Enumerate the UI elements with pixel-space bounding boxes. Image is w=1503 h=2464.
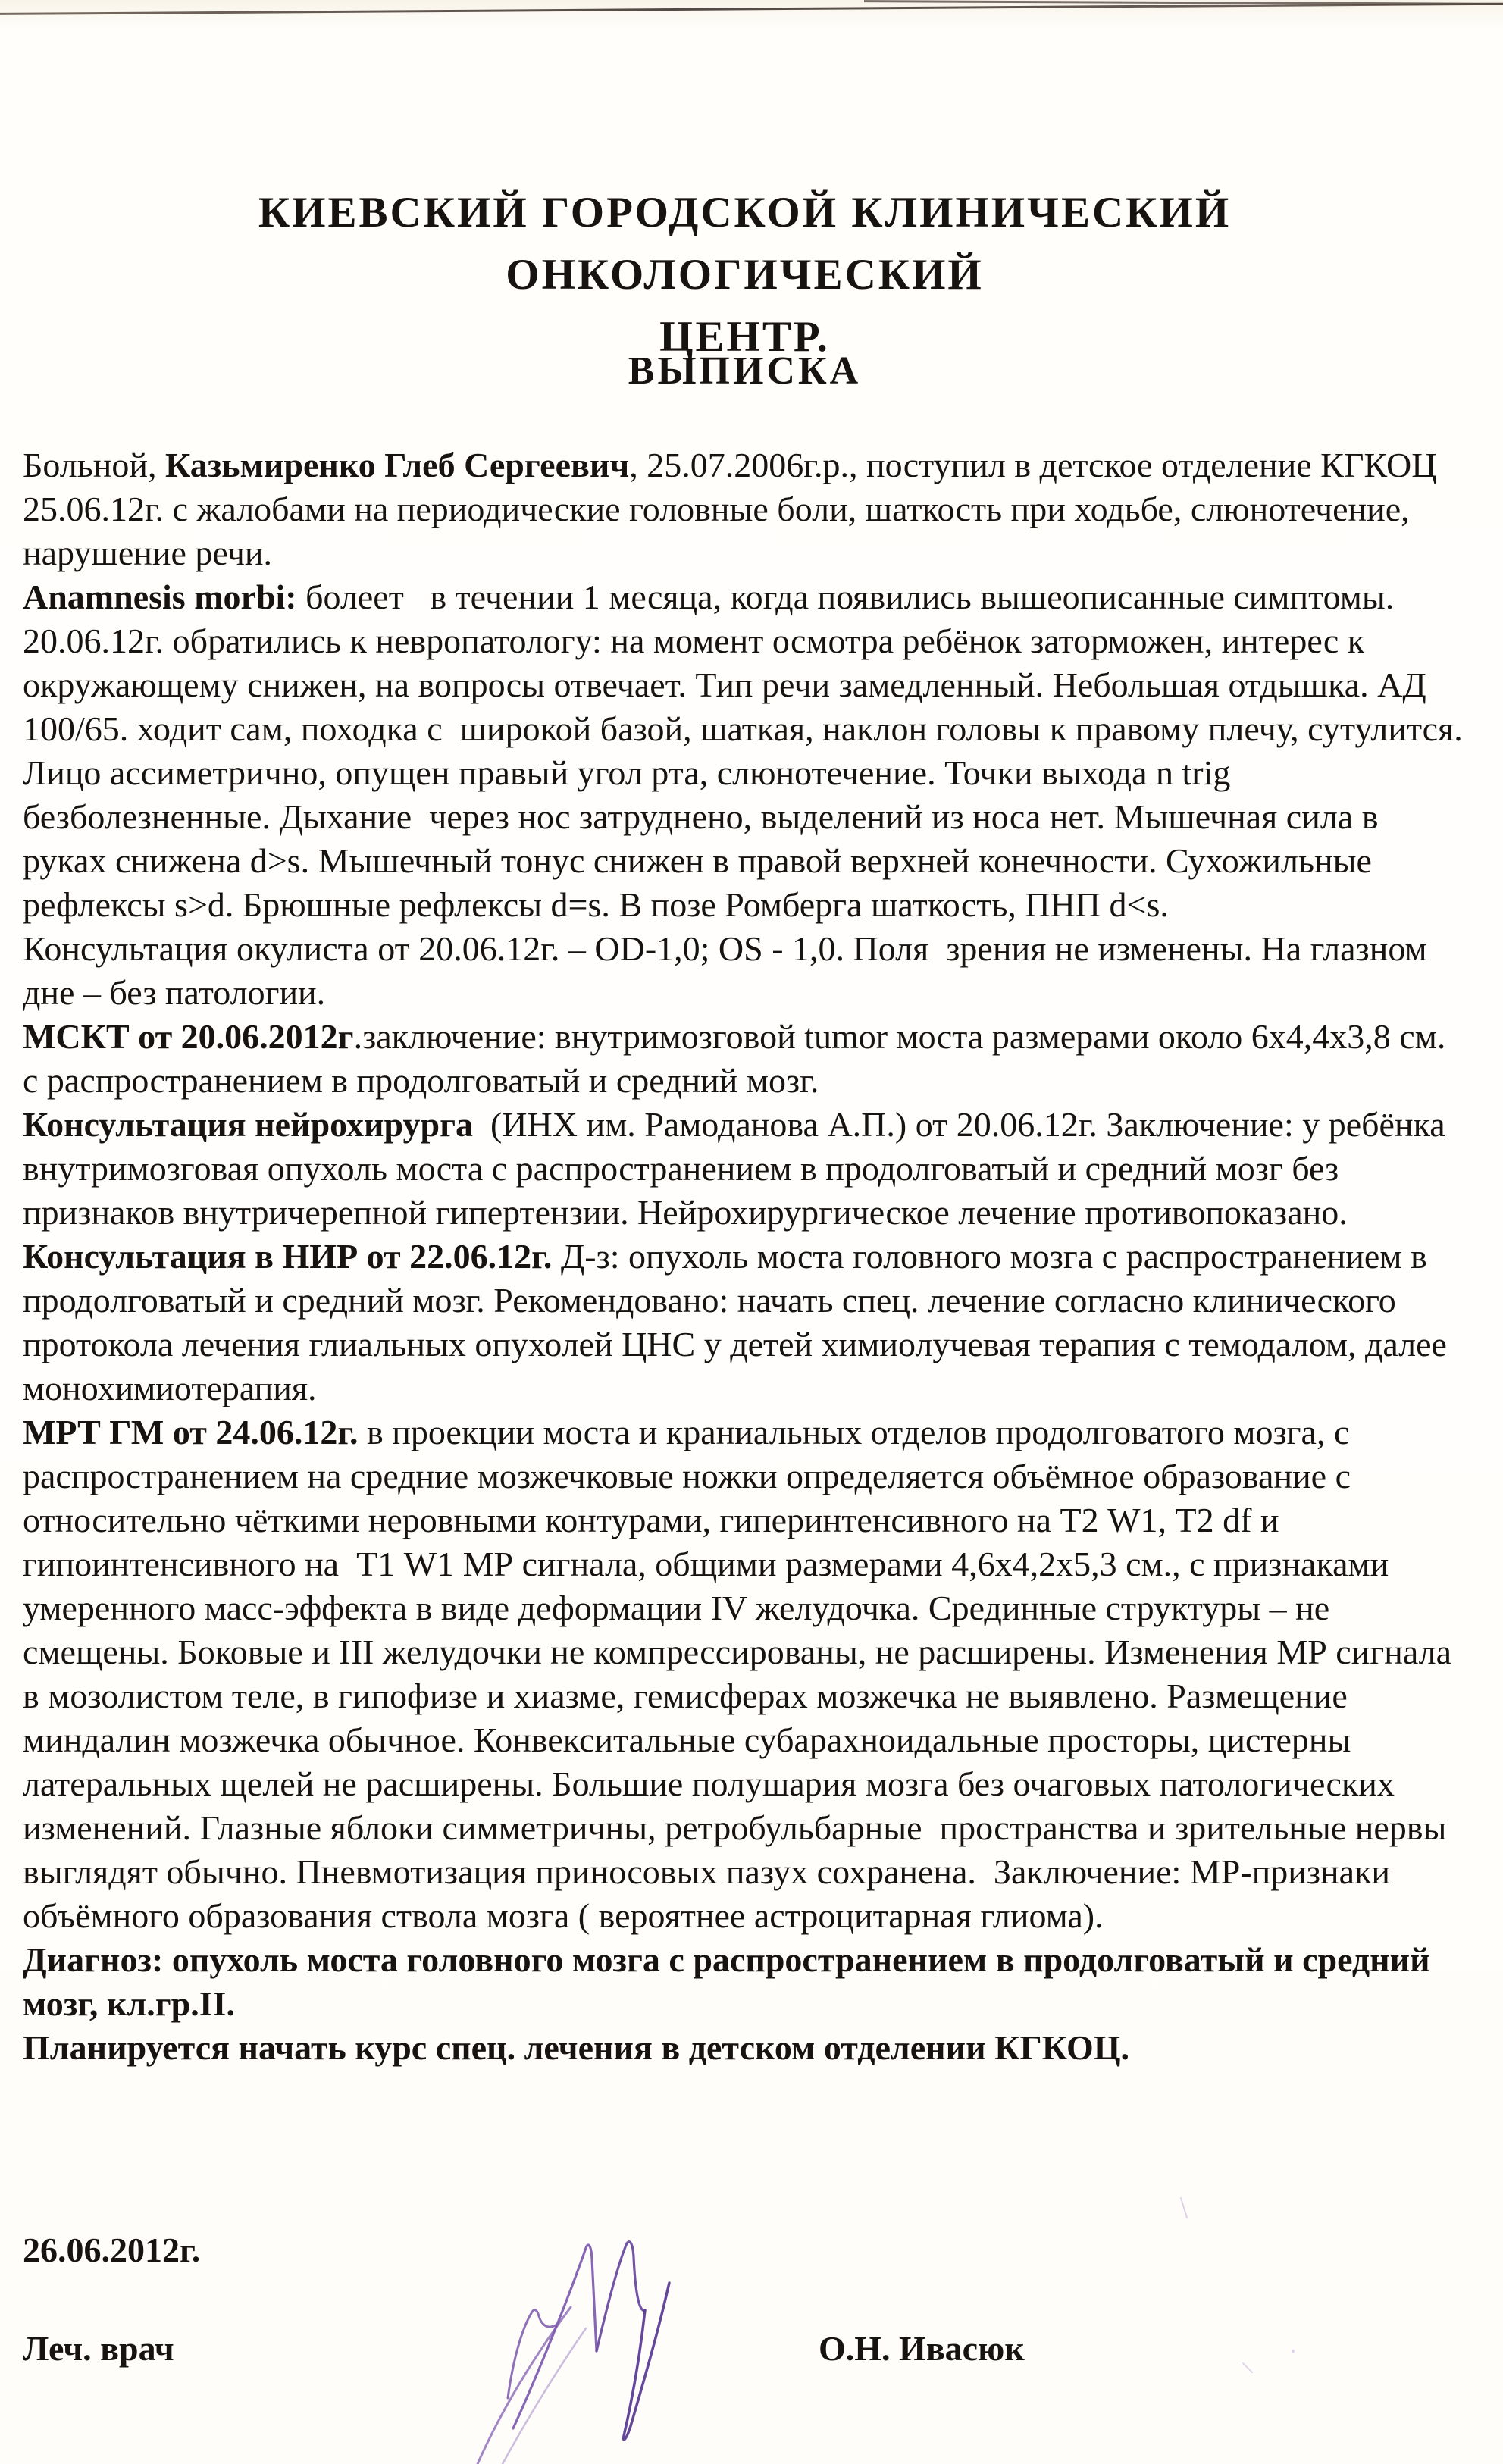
paragraph-msct	[23, 1015, 1469, 1103]
organization-title-line1: КИЕВСКИЙ ГОРОДСКОЙ КЛИНИЧЕСКИЙ ОНКОЛОГИЧЕСКИЙ	[258, 189, 1232, 299]
treatment-plan-text: Планируется начать курс спец. лечения в детском отделении КГКОЦ.	[23, 2028, 1130, 2067]
text-run: в проекции моста и краниальных отделов продолговатого мозга, с распространением на средние мозжечковые ножки определяется объёмное образование с относительно чёткими неровными контурами, гиперинтенсивного на Т2 W1, Т2 df и гипоинтенсивного на Т1 W1 МР сигнала, общими размерами 4,6х4,2х5,3 см., с признаками умеренного масс-эффекта в виде деформации IV желудочка. Срединные структуры – не смещены. Боковые и III желудочки не компрессированы, не расширены. Изменения МР сигнала в мозолистом теле, в гипофизе и хиазме, гемисферах мозжечка не выявлено. Размещение миндалин мозжечка обычное. Конвекситальные субарахноидальные просторы, цистерны латеральных щелей не расширены. Большие полушария мозга без очаговых патологических изменений. Глазные яблоки симметричны, ретробульбарные пространства и зрительные нервы выглядят обычно. Пневмотизация приносовых пазух сохранена. Заключение: МР-признаки объёмного образования ствола мозга ( вероятнее астроцитарная глиома).	[23, 1413, 1461, 1935]
document-date: 26.06.2012г.	[23, 2231, 201, 2269]
section-label-anamnesis: Anamnesis morbi:	[23, 578, 297, 616]
organization-title	[23, 182, 1467, 368]
section-label-nir: Консультация в НИР от 22.06.12г.	[23, 1237, 553, 1276]
text-run: (ИНХ им. Рамоданова А.П.) от 20.06.12г. Заключение: у ребёнка внутримозговая опухоль моста с распространением в продолговатый и средний мозг без признаков внутричерепной гипертензии. Нейрохирургическое лечение противопоказано.	[23, 1105, 1463, 1232]
ink-speck-marks	[1152, 2168, 1319, 2425]
diagnosis-text: Диагноз: опухоль моста головного мозга с распространением в продолговатый и средний мозг, кл.гр.II.	[23, 1940, 1439, 2023]
patient-name: Казьмиренко Глеб Сергеевич	[164, 446, 630, 484]
document-type-heading: ВЫПИСКА	[628, 349, 862, 393]
paragraph-neurosurgeon-consult	[23, 1103, 1469, 1235]
section-label-msct: МСКТ от 20.06.2012г	[23, 1017, 354, 1056]
text-run: .заключение: внутримозговой tumor моста размерами около 6х4,4х3,8 см. с распространением в продолговатый и средний мозг.	[23, 1017, 1454, 1100]
doctor-name: О.Н. Ивасюк	[819, 2329, 1025, 2368]
text-run: , 25.07.2006г.р., поступил в детское отделение КГКОЦ 25.06.12г. с жалобами на периодические головные боли, шаткость при ходьбе, слюнотечение, нарушение речи.	[23, 446, 1454, 572]
section-label-mri: МРТ ГМ от 24.06.12г.	[23, 1413, 359, 1451]
doctor-role-label: Леч. врач	[23, 2329, 174, 2368]
paragraph-patient-info	[23, 443, 1469, 575]
paragraph-mri	[23, 1410, 1469, 1938]
paragraph-nir-consult	[23, 1235, 1469, 1410]
paragraph-diagnosis	[23, 1938, 1469, 2026]
document-body	[23, 443, 1472, 2070]
text-run: болеет в течении 1 месяца, когда появились вышеописанные симптомы. 20.06.12г. обратились к невропатологу: на момент осмотра ребёнок заторможен, интерес к окружающему снижен, на вопросы отвечает. Тип речи замедленный. Небольшая отдышка. АД 100/65. ходит сам, походка с широкой базой, шаткая, наклон головы к правому плечу, сутулится. Лицо ассиметрично, опущен правый угол рта, слюнотечение. Точки выхода n trig безболезненные. Дыхание через нос затруднено, выделений из носа нет. Мышечная сила в руках снижена d>s. Мышечный тонус снижен в правой верхней конечности. Сухожильные рефлексы s>d. Брюшные рефлексы d=s. В позе Ромберга шаткость, ПНП d<s.	[23, 578, 1472, 924]
scan-artifact-line	[0, 3, 1503, 15]
text-run: Больной,	[23, 446, 165, 484]
text-run: Консультация окулиста от 20.06.12г. – OD-1,0; OS - 1,0. Поля зрения не изменены. На глазном дне – без патологии.	[23, 929, 1436, 1012]
paragraph-anamnesis	[23, 575, 1472, 927]
organization-title-line2: ЦЕНТР.	[659, 313, 830, 361]
section-label-neurosurgeon: Консультация нейрохирурга	[23, 1105, 473, 1144]
paragraph-treatment-plan	[23, 2026, 1469, 2070]
paragraph-oculist-consult	[23, 927, 1469, 1015]
signature	[466, 2237, 686, 2464]
text-run: Д-з: опухоль моста головного мозга с распространением в продолговатый и средний мозг. Рекомендовано: начать спец. лечение согласно клинического протокола лечения глиальных опухолей ЦНС у детей химиолучевая терапия с темодалом, далее монохимиотерапия.	[23, 1237, 1456, 1407]
